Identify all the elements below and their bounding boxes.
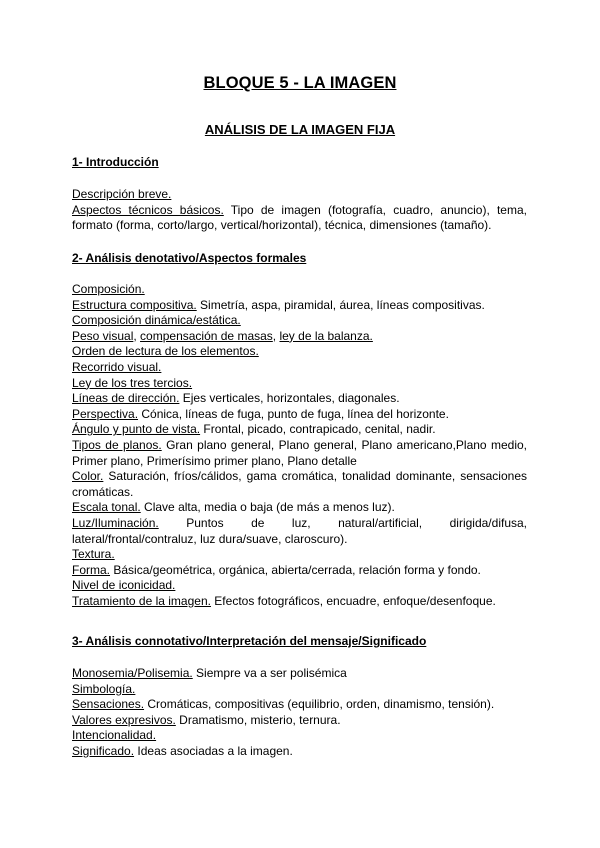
- list-item: Composición.: [72, 282, 145, 296]
- document-subtitle: ANÁLISIS DE LA IMAGEN FIJA: [204, 122, 396, 137]
- section-body-analisis-connotativo: [72, 666, 527, 760]
- list-item: Orden de lectura de los elementos.: [72, 344, 259, 359]
- list-item: Simbología.: [72, 681, 136, 696]
- list-item: Perspectiva. Cónica, líneas de fuga, punto de fuga, línea del horizonte.: [72, 406, 449, 421]
- list-item: Color. Saturación, fríos/cálidos, gama cromática, tonalidad dominante, sensaciones cromáticas.: [72, 469, 527, 499]
- list-item: Nivel de iconicidad.: [72, 578, 176, 593]
- list-item: Recorrido visual.: [72, 359, 162, 374]
- list-item: Monosemia/Polisemia. Siempre va a ser polisémica: [72, 666, 347, 680]
- list-item: Peso visual, compensación de masas, ley de la balanza.: [72, 328, 373, 343]
- section-body-analisis-denotativo: [72, 282, 527, 609]
- list-item: Ángulo y punto de vista. Frontal, picado, contrapicado, cenital, nadir.: [72, 422, 436, 437]
- list-item: Luz/Iluminación. Puntos de luz, natural/artificial, dirigida/difusa, lateral/frontal/contraluz, luz dura/suave, claroscuro).: [72, 515, 527, 546]
- list-item: Ley de los tres tercios.: [72, 375, 193, 390]
- section-heading-analisis-denotativo: 2- Análisis denotativo/Aspectos formales: [72, 251, 307, 265]
- section-body-introduccion: [72, 187, 527, 234]
- list-item: Descripción breve.: [72, 187, 172, 201]
- list-item: Valores expresivos. Dramatismo, misterio, ternura.: [72, 712, 341, 727]
- list-item: Escala tonal. Clave alta, media o baja (de más a menos luz).: [72, 500, 395, 515]
- section-heading-introduccion: 1- Introducción: [72, 155, 159, 169]
- list-item: Tratamiento de la imagen. Efectos fotográficos, encuadre, enfoque/desenfoque.: [72, 593, 496, 608]
- list-item: Significado. Ideas asociadas a la imagen.: [72, 743, 293, 758]
- list-item: Forma. Básica/geométrica, orgánica, abierta/cerrada, relación forma y fondo.: [72, 562, 481, 577]
- section-heading-analisis-connotativo: 3- Análisis connotativo/Interpretación del mensaje/Significado: [72, 634, 427, 648]
- list-item: Estructura compositiva. Simetría, aspa, piramidal, áurea, líneas compositivas.: [72, 297, 485, 312]
- list-item: Intencionalidad.: [72, 728, 157, 743]
- list-item: Aspectos técnicos básicos. Tipo de imagen (fotografía, cuadro, anuncio), tema, formato (forma, corto/largo, vertical/horizontal), técnica, dimensiones (tamaño).: [72, 202, 527, 233]
- list-item: Composición dinámica/estática.: [72, 313, 241, 328]
- list-item: Líneas de dirección. Ejes verticales, horizontales, diagonales.: [72, 391, 400, 406]
- list-item: Textura.: [72, 547, 115, 562]
- list-item: Tipos de planos. Gran plano general, Plano general, Plano americano,Plano medio, Primer plano, Primerísimo primer plano, Plano detalle: [72, 437, 528, 468]
- document-title: BLOQUE 5 - LA IMAGEN: [203, 74, 397, 92]
- list-item: Sensaciones. Cromáticas, compositivas (equilibrio, orden, dinamismo, tensión).: [72, 697, 495, 712]
